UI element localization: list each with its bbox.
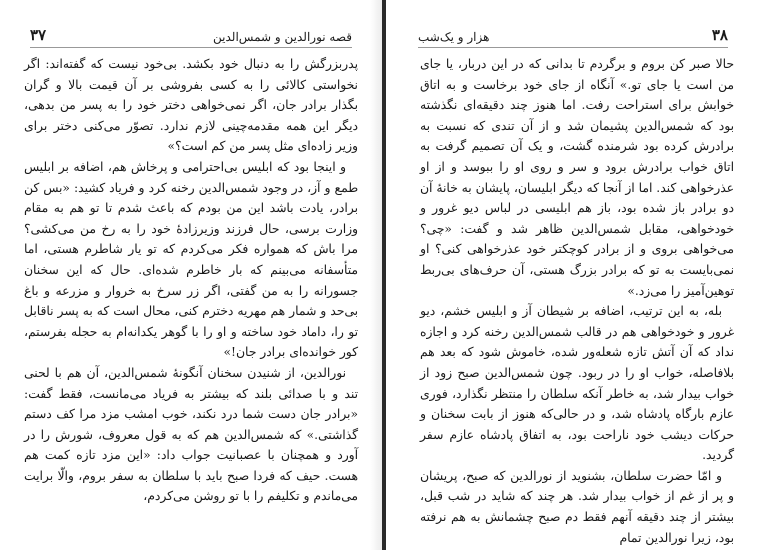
left-paragraph-1: پدربزرگش را به دنبال خود بکشد. بی‌خود نیست که گفته‌اند: اگر نخواستی کالائی را به کسی بفروشی بر آن قیمت بالا و گران بگذار برادر جان، اگر نمی‌خواهی دختر خود را به پسر من بدهی، دیگر این همه مقدمه‌چینی لازم ندارد. تصوّر می‌کنی دختر برای وزیر زاده‌ای مثل پسر من کم است؟» bbox=[24, 57, 358, 154]
right-running-title: هزار و یک‌شب bbox=[418, 30, 490, 44]
right-page-header bbox=[418, 20, 728, 48]
right-page bbox=[386, 0, 768, 550]
left-running-title: قصه نورالدین و شمس‌الدین bbox=[213, 30, 352, 44]
right-paragraph-1: حالا صبر کن بروم و برگردم تا بدانی که در این دربار، یا جای من است یا جای تو.» آنگاه از جای خود برخاست و به اتاق خوابش برای استراحت رفت. اما هنوز چند دقیقه‌ای نگذشته بود که شمس‌الدین پشیمان شد و از آن تندی که نسبت به برادرش کرده بود شرمنده گشت، و یک آن تصمیم گرفت به اتاق خواب برادرش برود و سر و روی او را ببوسد و از او عذرخواهی کند. اما از آنجا که دیگر ابلیسان، پایشان به خانهٔ آن دو برادر باز شده بود، باز هم ابلیسی در لباس دیو غرور و خودخواهی، مقابل شمس‌الدین ظاهر شد و گفت: «چی؟ می‌خواهی بروی و از برادر کوچکتر خود عذرخواهی کنی؟ او نمی‌بایست به تو که برادر بزرگ هستی، آن حرف‌های بی‌ربط توهین‌آمیز را می‌زد.» bbox=[420, 57, 734, 298]
left-page-body bbox=[24, 54, 358, 507]
left-page-header bbox=[30, 20, 352, 48]
left-paragraph-2: و اینجا بود که ابلیس بی‌احترامی و پرخاش هم، اضافه بر ابلیس طمع و آز، در وجود شمس‌الدین رخنه کرد و فریاد کشید: «بس کن برادر، یادت باشد این من بودم که باعث شدم تا تو هم به مقام وزارت برسی، حال فرزند وزیرزادهٔ خود را به رخ من می‌کشی؟ مرا باش که همواره فکر می‌کردم که تو یار شاطرم هستی، اما متأسفانه می‌بینم که بار خاطرم شده‌ای. حال که این سخنان جسورانه را به من گفتی، اگر زر سرخ به خروار و مزرعه و باغ بی‌حد و شمار هم مهریه دخترم کنی، محال است که به پسر ناقابل تو را، داماد خود ساخته و او را با گوهر یکدانه‌ام به حجله بفرستم، کور خوانده‌ای برادر جان!» bbox=[24, 159, 358, 360]
right-paragraph-2: بله، به این ترتیب، اضافه بر شیطان آز و ابلیس خشم، دیو غرور و خودخواهی هم در قالب شمس‌الدین رخنه کرد و اجازه نداد که آن آتش تازه شعله‌ور شده، خاموش شود که بعد هم بلافاصله، خواب او را در ربود. چون شمس‌الدین صبح زود از خواب بیدار شد، به خاطر آنکه سلطان را منتظر نگذارد، فوری عازم بارگاه پادشاه شد، و در حالی‌که هنوز از بابت سخنان و حرکات دیشب خود ناراحت بود، به اتفاق پادشاه عازم سفر گردید. bbox=[420, 304, 734, 463]
left-paragraph-3: نورالدین، از شنیدن سخنان آنگونهٔ شمس‌الدین، آن هم با لحنی تند و با صدائی بلند که بیشتر به فریاد می‌مانست، فقط گفت: «برادر جان دست شما درد نکند، خوب امشب مزد مرا کف دستم گذاشتی.» که شمس‌الدین هم که به قول معروف، شورش را در آورد و همچنان با عصبانیت جواب داد: «این مزد تازه کمت هم هست. حیف که فردا صبح باید با سلطان به سفر بروم، والّا برایت می‌ماندم و تکلیفم را با تو روشن می‌کردم، bbox=[24, 365, 358, 504]
right-page-number: ۳۸ bbox=[711, 26, 728, 44]
right-page-body bbox=[420, 54, 734, 548]
left-page-shadow bbox=[370, 0, 382, 550]
left-page-number: ۳۷ bbox=[30, 26, 47, 44]
left-page bbox=[0, 0, 382, 550]
right-paragraph-3: و امّا حضرت سلطان، بشنوید از نورالدین که صبح، پریشان و پر از غم از خواب بیدار شد. هر چند که شاید در شب قبل، بیشتر از چند دقیقه آنهم فقط دم صبح چشمانش به هم نرفته بود، زیرا نورالدین تمام bbox=[420, 468, 734, 545]
